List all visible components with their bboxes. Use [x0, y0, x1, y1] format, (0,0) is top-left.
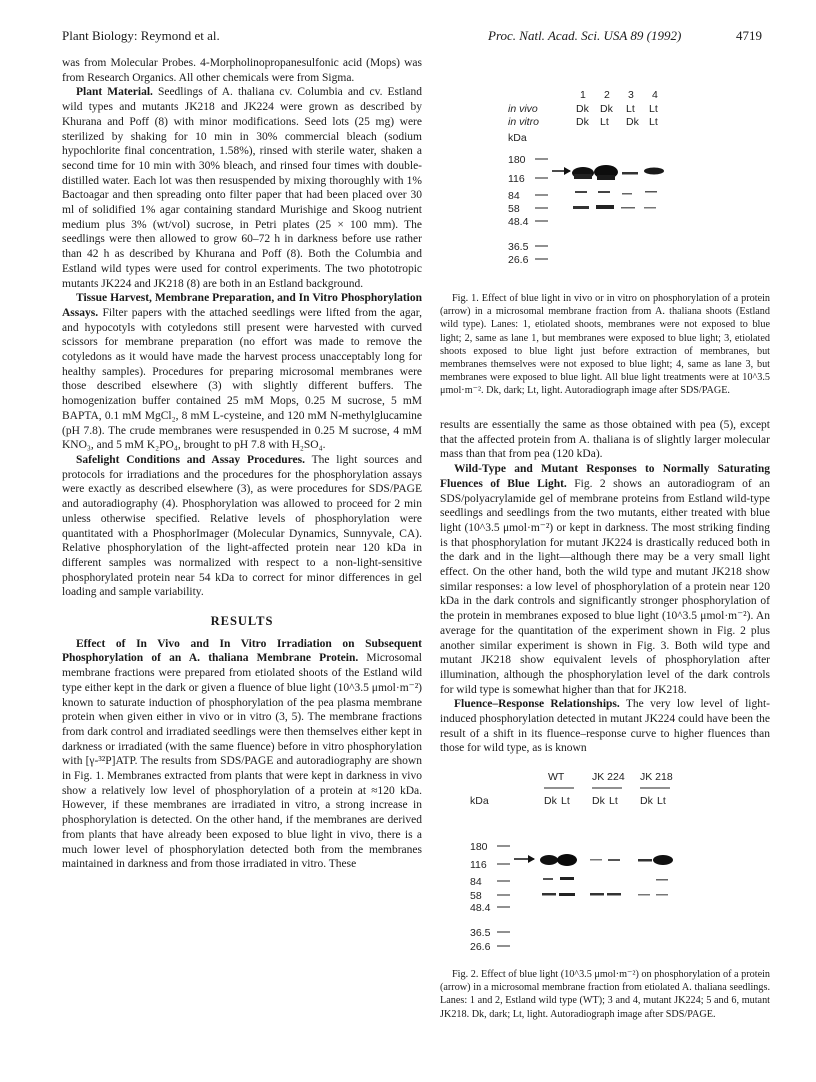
fig1-in-vivo-cell: Dk	[600, 103, 613, 115]
effect-heading: Effect of In Vivo and In Vitro Irradiation on Subsequent Phosphorylation of an A. thaliana Membrane Protein.	[62, 637, 422, 665]
fig1-marker-label: 84	[508, 190, 520, 202]
fig2-band	[559, 893, 575, 896]
fig1-marker-label: 48.4	[508, 216, 529, 228]
fig1-lane-numbers	[580, 89, 658, 101]
fig2-group-label: JK 218	[640, 771, 673, 783]
continued-paragraph: results are essentially the same as those obtained with pea (5), except that the affected protein from A. thaliana is of slightly larger molecular mass than that from pea (120 kDa).	[440, 419, 770, 461]
fig2-band	[638, 894, 650, 896]
figure-1-caption	[440, 292, 770, 398]
fig2-arrow-icon	[514, 855, 535, 863]
figure-2-autoradiograph	[470, 768, 720, 964]
fig2-band	[557, 854, 577, 866]
fig1-in-vitro-cell: Lt	[649, 116, 658, 128]
fig2-kda-label: kDa	[470, 795, 489, 807]
wt-heading: Wild-Type and Mutant Responses to Normally Saturating Fluences of Blue Light.	[440, 463, 770, 490]
fig1-band	[621, 207, 635, 209]
fig1-band	[597, 175, 615, 180]
fig1-in-vivo-label: in vivo	[508, 103, 538, 115]
fig2-lane-label: Dk	[592, 795, 605, 807]
fig1-bands	[572, 165, 664, 209]
fig1-lane-number: 4	[652, 89, 658, 101]
fig2-marker-label: 36.5	[470, 927, 491, 939]
fig1-band	[596, 205, 614, 209]
fig2-caption-label: Fig. 2.	[452, 969, 479, 980]
tissue-heading: Tissue Harvest, Membrane Preparation, and In Vitro Phosphorylation Assays.	[62, 292, 422, 319]
fig1-band	[575, 191, 587, 193]
intro-paragraph: was from Molecular Probes. 4-Morpholinopropanesulfonic acid (Mops) was from Research Organics. All other chemicals were from Sigma.	[62, 57, 422, 84]
fig1-kda-label: kDa	[508, 132, 527, 144]
figure-1-autoradiograph	[440, 86, 700, 286]
fig1-band	[573, 206, 589, 209]
fig1-in-vivo-cell: Dk	[576, 103, 589, 115]
fig1-band	[622, 193, 632, 195]
fig2-band	[590, 893, 604, 896]
left-column	[62, 56, 422, 1076]
fig2-band	[560, 877, 574, 880]
plant-material-paragraph	[62, 85, 422, 291]
fig1-lane-number: 2	[604, 89, 610, 101]
fig2-marker-label: 180	[470, 841, 488, 853]
fig1-marker-label: 58	[508, 203, 520, 215]
fig2-marker-label: 84	[470, 876, 482, 888]
fig2-band	[656, 879, 668, 881]
fig1-in-vivo-cell: Lt	[649, 103, 658, 115]
tissue-text: Filter papers with the attached seedlings were lifted from the agar, and hypocotyls with cotyledons still present were harvested with curved scissors for membrane preparation (no effort was made to remove the cotyledons as it would have made the harvest process unacceptably long for healthy samples). Procedures for preparing microsomal membranes were those described elsewhere (3) with slightly different buffers. The homogenization buffer contained 25 mM Mops, 0.25 M sucrose, 5 mM BAPTA, 0.1 mM MgCl₂, 8 mM L-cysteine, and 120 mM N-methylglucamine (pH 7.8). The crude membranes were resuspended in 0.25 M sucrose, 4 mM KNO₃, and 5 mM K₂PO₄, brought to pH 7.8 with H₂SO₄.	[62, 306, 423, 452]
fig2-lane-label: Lt	[657, 795, 666, 807]
fig1-band	[574, 174, 592, 179]
tissue-paragraph	[62, 291, 422, 453]
fig2-lane-label: Dk	[640, 795, 653, 807]
plant-material-heading: Plant Material.	[76, 86, 153, 99]
fig2-band	[608, 859, 620, 861]
page-number: 4719	[736, 28, 762, 43]
safelight-text: The light sources and protocols for irradiations and the procedures for the phosphorylation assays were exactly as described elsewhere (3), as were procedures for SDS/PAGE and autoradiography (4). Phosphorylation was allowed to proceed for 2 min unless otherwise specified. Relative levels of phosphorylation were quantitated with a PhosphorImager (Molecular Dynamics, Sunnyvale, CA). Relative phosphorylation of the light-affected protein near 120 kDa in different samples was normalized with respect to a non-light-sensitive phosphorylated protein near 54 kDa to correct for minor differences in gel loading and sample variability.	[62, 453, 423, 599]
fig2-marker-label: 116	[470, 859, 487, 871]
fig1-caption-label: Fig. 1.	[452, 293, 479, 304]
fig2-band	[653, 855, 673, 865]
fig2-band	[656, 894, 668, 896]
fig2-bands	[540, 854, 673, 896]
fig1-arrow-icon	[552, 167, 571, 175]
fig1-band	[644, 168, 664, 175]
fig1-marker-label: 116	[508, 173, 525, 185]
running-header-journal: Proc. Natl. Acad. Sci. USA 89 (1992)	[488, 28, 682, 43]
safelight-heading: Safelight Conditions and Assay Procedures.	[76, 453, 305, 466]
fig2-band	[542, 893, 556, 896]
fig1-marker-label: 36.5	[508, 241, 529, 253]
fig2-lane-label: Dk	[544, 795, 557, 807]
fig2-marker-label: 58	[470, 890, 482, 902]
fig1-in-vivo-cell: Lt	[626, 103, 635, 115]
safelight-paragraph	[62, 453, 422, 600]
fig1-lane-number: 1	[580, 89, 586, 101]
fig1-in-vitro-cell: Lt	[600, 116, 609, 128]
fig1-in-vitro-cell: Dk	[576, 116, 589, 128]
right-column	[440, 418, 770, 756]
fig1-marker-label: 180	[508, 154, 526, 166]
figure-2-caption	[440, 968, 770, 1021]
fig2-band	[590, 859, 602, 861]
fig1-in-vitro-label: in vitro	[508, 116, 539, 128]
fig2-group-label: JK 224	[592, 771, 625, 783]
fig2-band	[607, 893, 621, 896]
fluence-paragraph	[440, 697, 770, 756]
fig2-marker-label: 48.4	[470, 902, 491, 914]
effect-text: Microsomal membrane fractions were prepared from etiolated shoots of the Estland wild type either kept in the dark or given a fluence of blue light (10^3.5 μmol·m⁻²) known to saturate induction of phosphorylation of the pea plasma membrane protein when given either in vivo or in vitro (3, 5). The membrane fractions from dark control and irradiated seedlings were then themselves either kept in darkness or irradiated (with the same fluence) before in vitro phosphorylation with [γ-³²P]ATP. The results from SDS/PAGE and autoradiography are shown in Fig. 1. Membranes extracted from plants that were kept in darkness in vivo show a relatively low level of phosphorylation of a protein at ≈120 kDa. However, if these membranes are irradiated in vitro, a strong increase in phosphorylation is detected. On the other hand, if the membranes are derived from plants that have already been exposed to blue light in vivo, there is a much lower level of phosphorylation detected both from the membranes maintained in darkness and from those irradiated in vitro. These	[62, 652, 422, 871]
fig1-band	[622, 172, 638, 175]
fig1-band	[598, 191, 610, 193]
fig1-band	[644, 207, 656, 209]
fig2-lane-label: Lt	[609, 795, 618, 807]
fig1-band	[645, 191, 657, 193]
running-header-left: Plant Biology: Reymond et al.	[62, 28, 220, 43]
fig2-marker-label: 26.6	[470, 941, 491, 953]
fig1-marker-label: 26.6	[508, 254, 529, 266]
fig2-band	[543, 878, 553, 880]
effect-paragraph	[62, 637, 422, 872]
fluence-heading: Fluence–Response Relationships.	[454, 698, 620, 711]
wt-paragraph	[440, 462, 770, 697]
fluence-text: The very low level of light-induced phosphorylation detected in mutant JK224 could have been the result of a shift in its fluence–response curve to higher fluences than those for wild type, as is known	[440, 698, 771, 755]
fig2-band	[540, 855, 558, 865]
fig2-lane-label: Lt	[561, 795, 570, 807]
fig1-caption-text: Effect of blue light in vivo or in vitro on phosphorylation of a protein (arrow) in a microsomal membrane fraction from A. thaliana shoots (Estland wild type). Lanes: 1, etiolated shoots, membranes were not exposed to blue light; 2, same as lane 1, but membranes were exposed to blue light; 3, etiolated shoots exposed to blue light just before extraction of membranes, but membranes themselves were not exposed to blue light; 4, same as lane 3, but membranes were exposed to blue light. All blue light treatments were at 10^3.5 μmol·m⁻². Dk, dark; Lt, light. Autoradiograph image after SDS/PAGE.	[440, 293, 771, 397]
fig1-lane-number: 3	[628, 89, 634, 101]
fig2-group-label: WT	[548, 771, 565, 783]
fig2-band	[638, 859, 652, 862]
fig1-in-vitro-cell: Dk	[626, 116, 639, 128]
fig2-caption-text: Effect of blue light (10^3.5 μmol·m⁻²) on phosphorylation of a protein (arrow) in a microsomal membrane fraction from etiolated A. thaliana seedlings. Lanes: 1 and 2, Estland wild type (WT); 3 and 4, mutant JK224; 5 and 6, mutant JK218. Dk, dark; Lt, light. Autoradiograph image after SDS/PAGE.	[440, 969, 771, 1020]
plant-material-text: Seedlings of A. thaliana cv. Columbia and cv. Estland wild types and mutants JK218 and JK224 were grown as described by Khurana and Poff (8) with minor modifications. Seed lots (25 mg) were sterilized by shaking for 10 min in 30% commercial bleach (sodium hypochlorite final concentration, 1.58%), rinsed with sterile water, shaken a second time for 10 min with 30% bleach, and rinsed four times with double-distilled water. Each lot was then resuspended by mixing thoroughly with 1% Bactoagar and then spreading onto filter paper that had been placed over 30 ml of solidified 1% agar containing standard Murishige and Skoog nutrient medium plus 3% (wt/vol) sucrose, in Petri plates (25 × 100 mm). The seedlings were then allowed to grow 60–72 h in darkness before use rather than 42 h as described by Khurana and Poff (8). Both the Columbia and Estland wild types were used for control experiments. The two phototropic mutants JK224 and JK218 (8) are both in an Estland background.	[62, 86, 422, 290]
wt-text: Fig. 2 shows an autoradiogram of an SDS/polyacrylamide gel of membrane proteins from Estland wild-type seedlings and seedlings from the two mutants, either treated with blue light (10^3.5 μmol·m⁻²) or kept in darkness. The most striking finding is that phosphorylation for mutant JK224 is drastically reduced both in the dark and in the light—although there may be a very small light effect. On the other hand, both the wild type and mutant JK218 show similar responses: a low level of phosphorylation of a protein near 120 kDa in the dark controls and significantly stronger phosphorylation of the protein in membranes exposed to blue light (10^3.5 μmol·m⁻²). An average for the quantitation of the experiment shown in Fig. 2 plus another similar experiment is shown in Fig. 3. Both wild type and mutant JK218 show equivalent levels of phosphorylation after illumination, although the phosphorylation level of the dark controls for wild type is somewhat higher than that for JK218.	[440, 477, 770, 696]
results-heading: RESULTS	[210, 614, 274, 629]
